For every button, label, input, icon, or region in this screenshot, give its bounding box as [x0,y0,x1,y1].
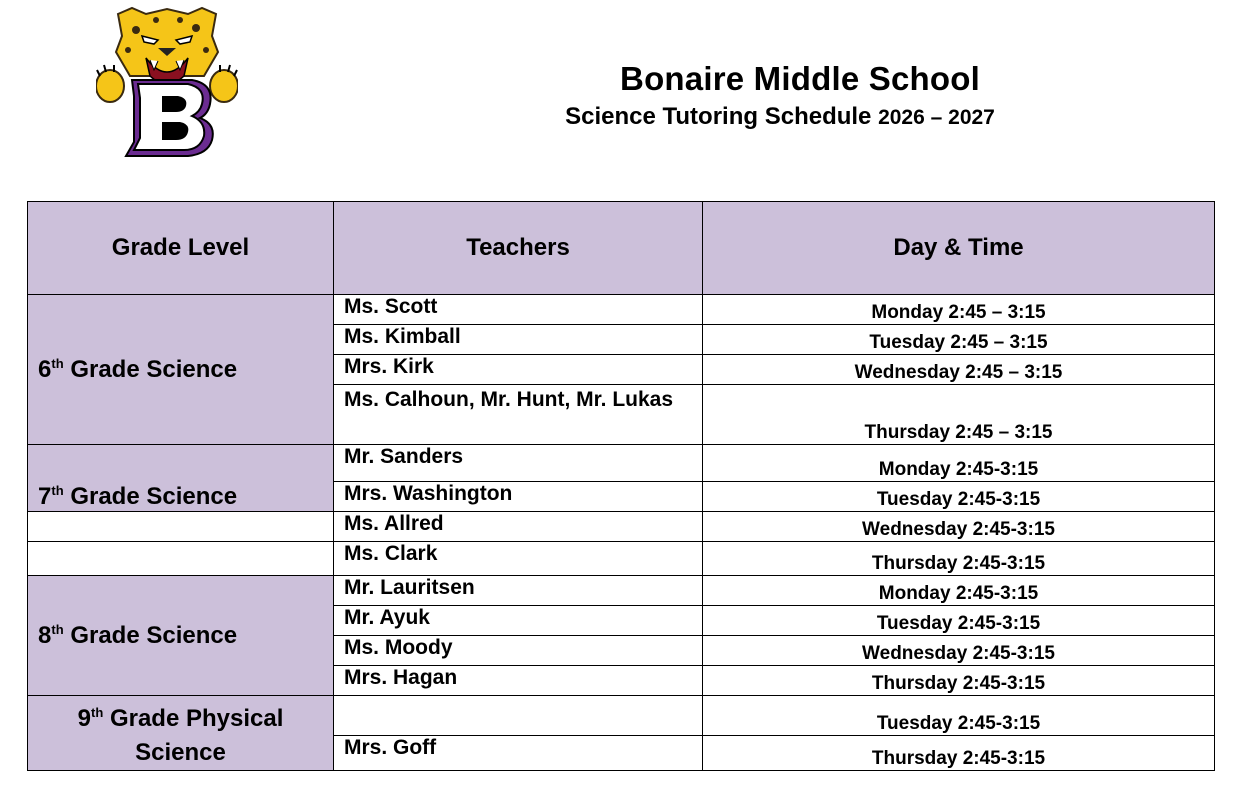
table-row [28,576,1215,606]
teacher-cell: Ms. Scott [334,295,703,325]
table-row [28,696,1215,736]
header-grade-level: Grade Level [28,202,334,295]
time-cell: Thursday 2:45-3:15 [703,736,1215,771]
teacher-cell: Ms. Moody [334,636,703,666]
time-cell: Monday 2:45-3:15 [703,445,1215,482]
time-cell: Tuesday 2:45 – 3:15 [703,325,1215,355]
time-cell: Tuesday 2:45-3:15 [703,482,1215,512]
school-title: Bonaire Middle School [620,60,980,97]
time-cell: Wednesday 2:45-3:15 [703,512,1215,542]
header-day-time: Day & Time [703,202,1215,295]
teacher-cell: Mrs. Washington [334,482,703,512]
schedule-subtitle [500,103,1060,131]
teacher-cell: Mrs. Kirk [334,355,703,385]
teacher-cell: Mrs. Hagan [334,666,703,696]
teacher-cell: Ms. Clark [334,542,703,576]
subtitle-text: Science Tutoring Schedule [565,103,872,130]
table-row [28,445,1215,482]
teacher-cell: Ms. Allred [334,512,703,542]
grade-8-cell [28,576,334,696]
teacher-cell: Mr. Lauritsen [334,576,703,606]
table-row [28,295,1215,325]
tutoring-schedule-table [27,201,1215,771]
time-cell: Wednesday 2:45-3:15 [703,636,1215,666]
grade-7-label: 7th Grade Science [38,483,238,510]
time-cell: Thursday 2:45-3:15 [703,542,1215,576]
grade-8-label: 8th Grade Science [38,621,238,649]
table-header-row [28,202,1215,295]
grade-empty-cell [28,542,334,576]
grade-9-label-line2: Science [135,739,226,766]
teacher-cell: Ms. Kimball [334,325,703,355]
grade-9-label: 9th Grade Physical [77,705,284,732]
time-cell: Thursday 2:45-3:15 [703,666,1215,696]
time-cell: Tuesday 2:45-3:15 [703,696,1215,736]
grade-empty-cell [28,512,334,542]
time-cell: Monday 2:45-3:15 [703,576,1215,606]
teacher-cell: Mr. Sanders [334,445,703,482]
teacher-cell: Mr. Ayuk [334,606,703,636]
grade-6-cell [28,295,334,445]
teacher-cell [334,696,703,736]
table-row [28,512,1215,542]
grade-9-cell [28,696,334,771]
grade-6-label: 6th Grade Science [38,355,238,383]
grade-7-cell [28,445,334,512]
time-cell: Monday 2:45 – 3:15 [703,295,1215,325]
jaguar-mascot-logo-icon [96,6,238,158]
teacher-cell: Ms. Calhoun, Mr. Hunt, Mr. Lukas [334,385,703,445]
school-year: 2026 – 2027 [878,106,995,129]
time-cell: Wednesday 2:45 – 3:15 [703,355,1215,385]
time-cell: Tuesday 2:45-3:15 [703,606,1215,636]
time-cell: Thursday 2:45 – 3:15 [703,385,1215,445]
teacher-cell: Mrs. Goff [334,736,703,771]
header-teachers: Teachers [334,202,703,295]
table-row [28,542,1215,576]
